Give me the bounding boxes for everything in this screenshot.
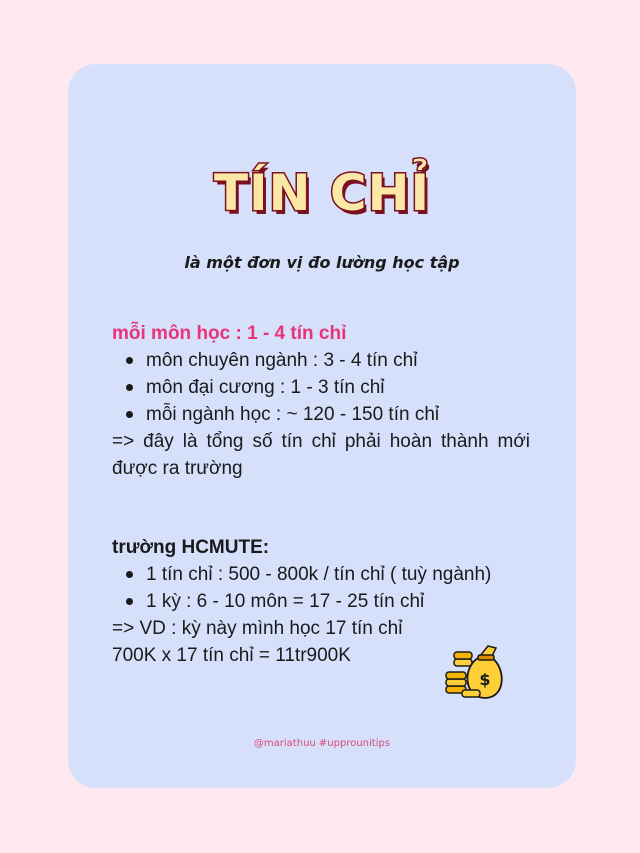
list-item: môn đại cương : 1 - 3 tín chỉ — [112, 374, 530, 401]
info-card — [68, 64, 576, 788]
section2-heading: trường HCMUTE: — [112, 537, 270, 558]
section2-calc: 700K x 17 tín chỉ = 11tr900K — [112, 645, 351, 666]
svg-text:$: $ — [479, 670, 491, 689]
section1-heading: mỗi môn học : 1 - 4 tín chỉ — [112, 323, 347, 344]
page-title: TÍN CHỈ — [213, 164, 431, 222]
section1-note: => đây là tổng số tín chỉ phải hoàn thành mới được ra trường — [112, 431, 530, 479]
list-item: môn chuyên ngành : 3 - 4 tín chỉ — [112, 347, 530, 374]
author-handle: @mariathuu #upprounitips — [253, 738, 391, 749]
list-item: mỗi ngành học : ~ 120 - 150 tín chỉ — [112, 401, 530, 428]
section2-list — [112, 561, 530, 615]
money-bag-icon — [440, 640, 506, 710]
section2-example: => VD : kỳ này mình học 17 tín chỉ — [112, 618, 403, 639]
section-credits-per-course — [112, 320, 530, 482]
section1-list — [112, 347, 530, 428]
list-item: 1 kỳ : 6 - 10 môn = 17 - 25 tín chỉ — [112, 588, 530, 615]
subtitle: là một đơn vị đo lường học tập — [184, 253, 460, 272]
list-item: 1 tín chỉ : 500 - 800k / tín chỉ ( tuỳ ngành) — [112, 561, 530, 588]
